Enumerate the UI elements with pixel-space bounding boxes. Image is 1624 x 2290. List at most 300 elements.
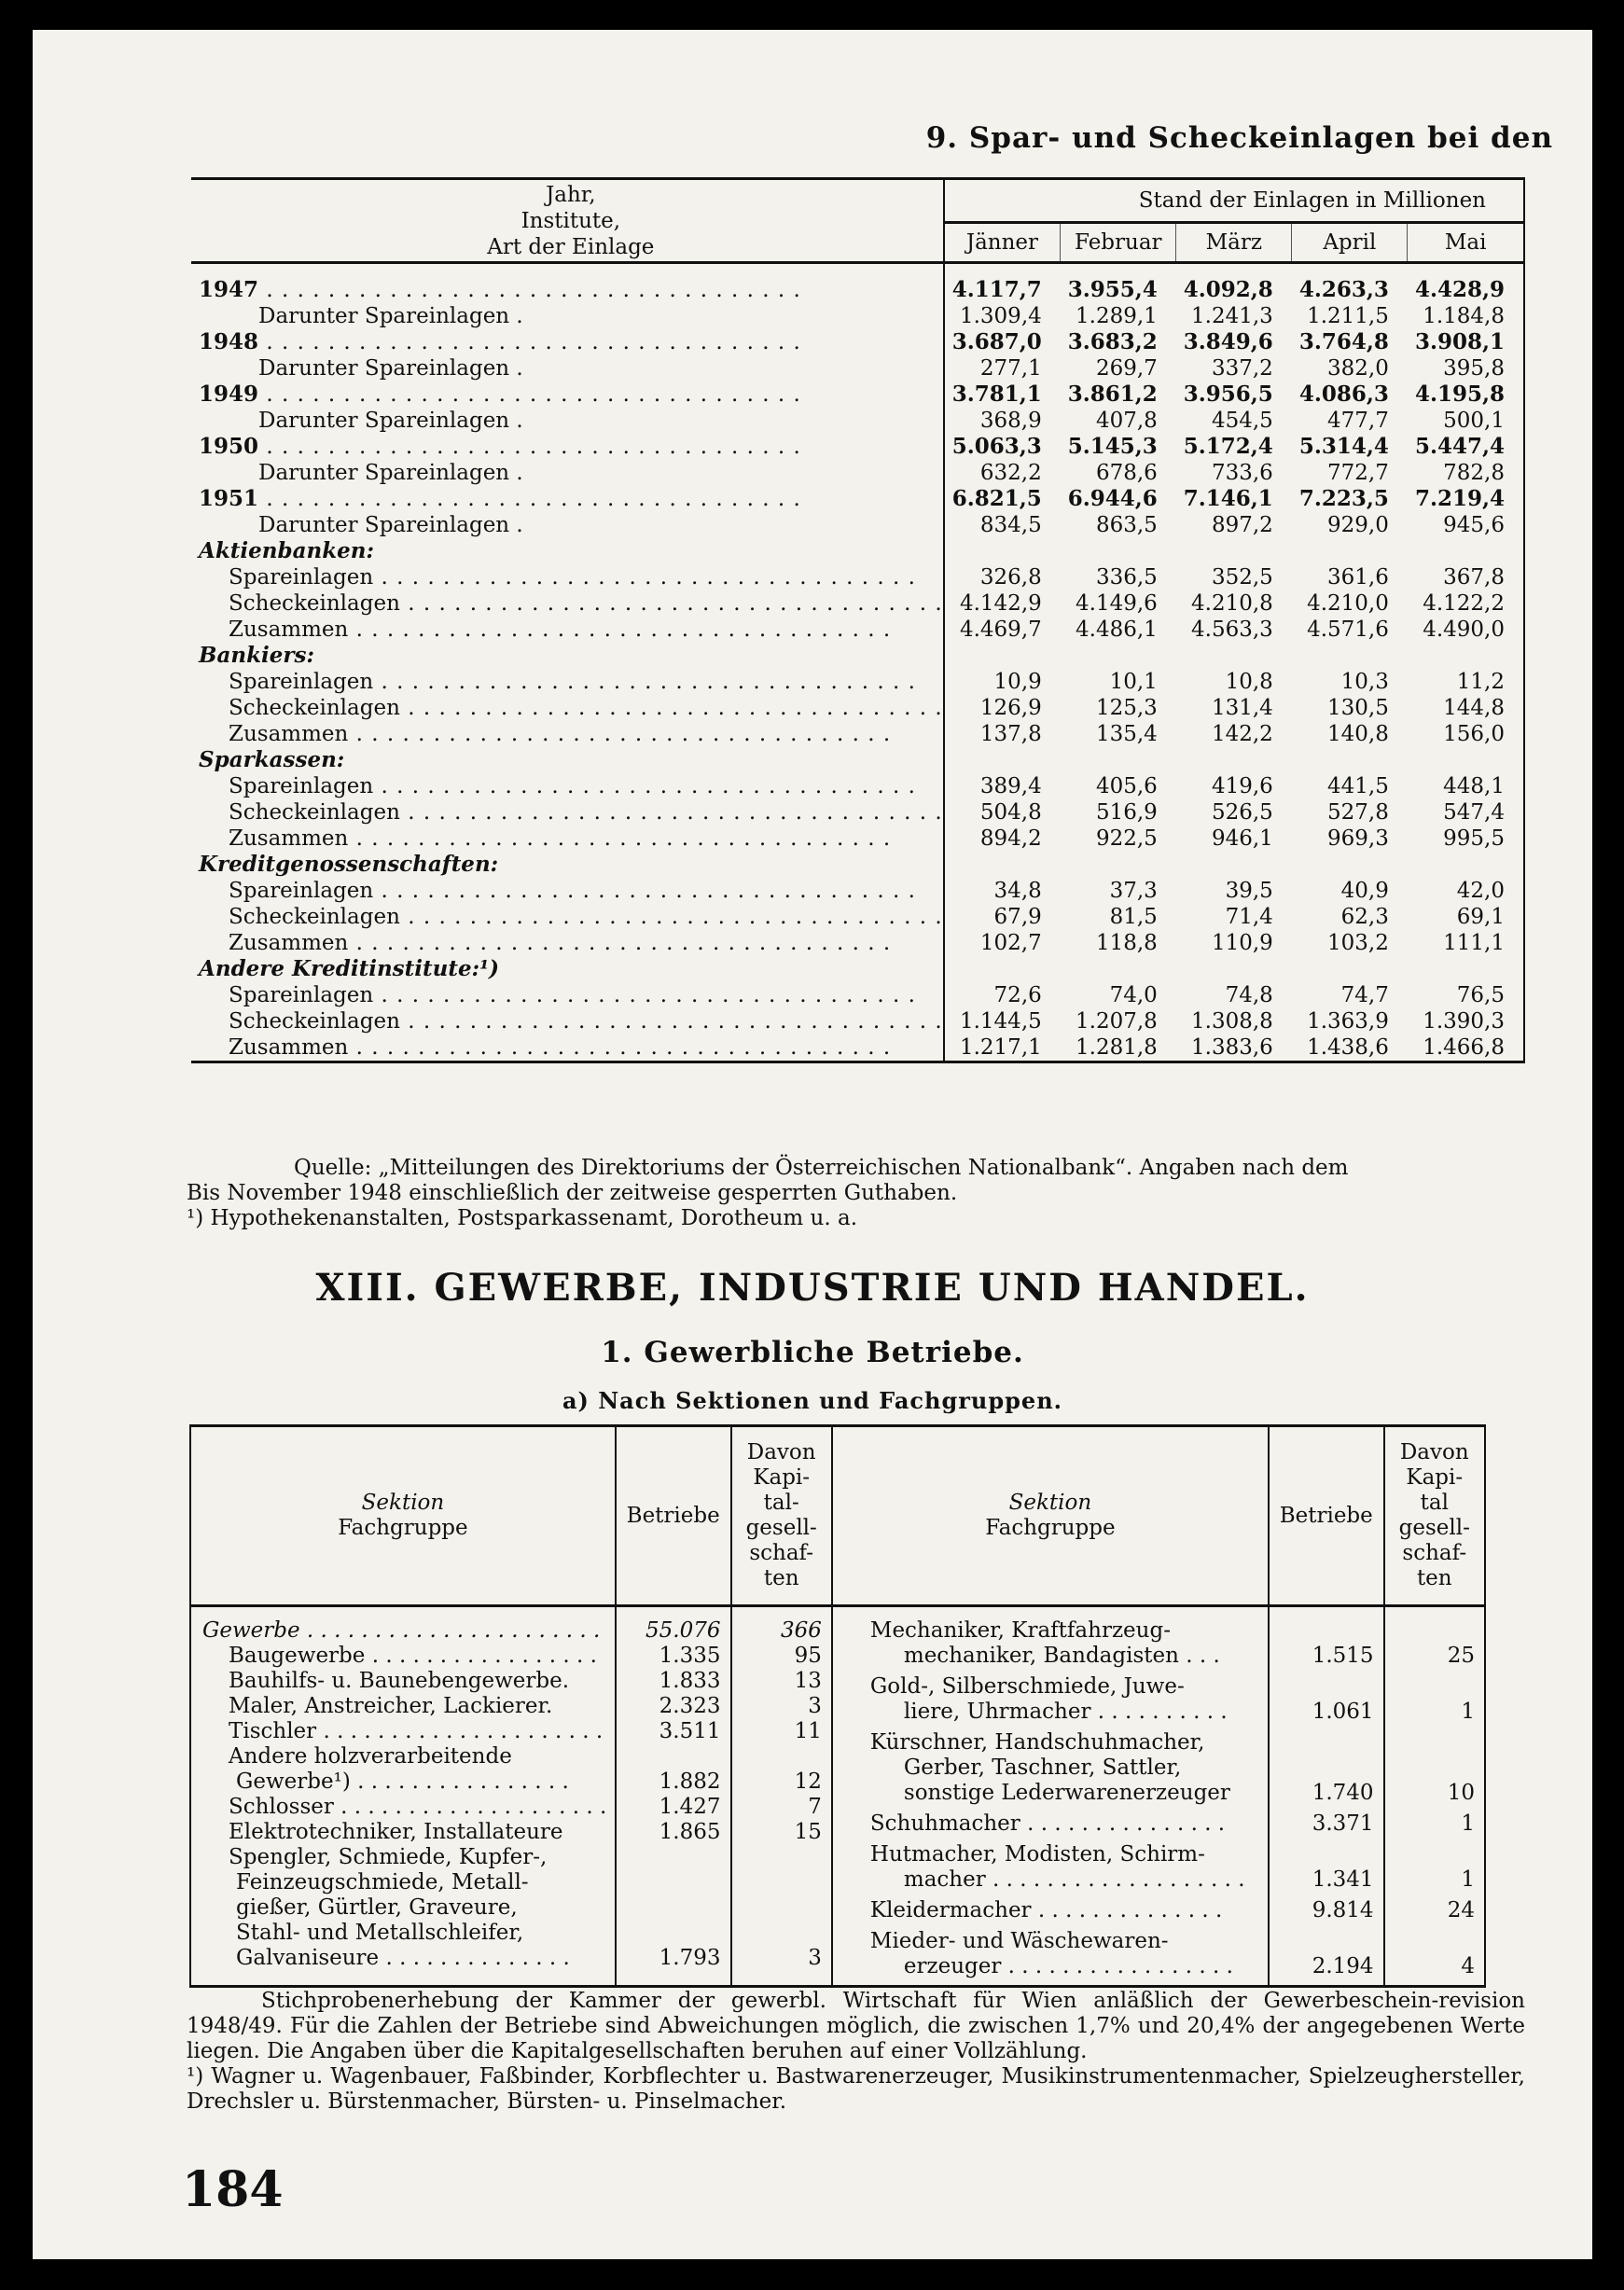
left-betriebe-value: 1.865 — [659, 1820, 721, 1844]
row-value-februar: 336,5 — [1095, 565, 1158, 590]
row-value-april: 4.263,3 — [1298, 277, 1389, 302]
row-value-april: 130,5 — [1327, 696, 1389, 720]
month-header: Februar — [1061, 223, 1176, 263]
row-value-april: 929,0 — [1327, 513, 1389, 537]
row-value-april: 62,3 — [1340, 905, 1389, 929]
row-value-april: 969,3 — [1327, 826, 1389, 851]
row-value-märz: 1.308,8 — [1191, 1009, 1273, 1034]
header-sektion-text: Sektion — [361, 1491, 445, 1515]
row-value-mai: 367,8 — [1408, 564, 1524, 590]
right-betriebe-spacer — [1270, 1674, 1374, 1700]
row-value-april: 441,5 — [1327, 774, 1389, 798]
row-label — [191, 408, 944, 434]
left-betriebe-spacer — [617, 1870, 721, 1895]
left-betriebe-spacer — [617, 1895, 721, 1921]
row-value-april: 382,0 — [1327, 356, 1389, 381]
table1-row — [191, 329, 1524, 355]
row-value-mai — [1408, 956, 1524, 982]
row-gap — [1270, 1979, 1374, 1985]
row-value-jänner: 72,6 — [993, 983, 1042, 1007]
row-value-märz: 1.383,6 — [1176, 1034, 1292, 1062]
row-value-april — [1292, 643, 1408, 669]
row-label — [191, 904, 944, 930]
row-label-text: Zusammen — [229, 931, 349, 955]
row-value-februar: 118,8 — [1095, 931, 1158, 955]
table2-footnotes — [187, 1989, 1525, 2115]
row-value-mai — [1408, 852, 1524, 878]
header-davon-line: Kapi- — [753, 1465, 811, 1490]
table1-row — [191, 564, 1524, 590]
section-title: XIII. GEWERBE, INDUSTRIE UND HANDEL. — [315, 1266, 1310, 1310]
row-label-text: Bankiers: — [199, 643, 314, 668]
row-value-april: 1.363,9 — [1307, 1009, 1389, 1034]
row-label — [191, 878, 944, 904]
header-label-line: Art der Einlage — [487, 234, 655, 259]
row-value-mai: 500,1 — [1408, 408, 1524, 434]
table1-row — [191, 382, 1524, 408]
left-entry-line: Spengler, Schmiede, Kupfer-, — [229, 1845, 548, 1869]
row-label-text: Scheckeinlagen — [229, 1009, 400, 1034]
table1-row — [191, 930, 1524, 956]
row-value-märz: 71,4 — [1225, 905, 1273, 929]
right-betriebe-spacer — [1270, 1842, 1374, 1867]
row-label — [191, 643, 944, 669]
table1-row — [191, 982, 1524, 1008]
left-betriebe-value: 3.511 — [659, 1719, 721, 1743]
header-davon-line: tal- — [763, 1491, 799, 1515]
left-betriebe-value: 1.882 — [659, 1770, 721, 1794]
row-label-text: Spareinlagen — [229, 670, 374, 694]
row-value-märz: 1.241,3 — [1191, 304, 1273, 328]
row-value-jänner: 6.821,5 — [951, 486, 1042, 511]
right-betriebe-spacer — [1270, 1618, 1374, 1644]
left-kapital-value: 11 — [794, 1719, 822, 1743]
row-value-mai — [1408, 747, 1524, 773]
left-betriebe-spacer — [617, 1744, 721, 1770]
row-value-februar — [1061, 643, 1176, 669]
row-value-mai: 995,5 — [1408, 826, 1524, 852]
table1-row — [191, 1034, 1524, 1062]
row-value-april: 103,2 — [1327, 931, 1389, 955]
row-label — [191, 263, 944, 304]
row-value-jänner — [944, 852, 1061, 878]
row-value-mai: 69,1 — [1408, 904, 1524, 930]
row-gap — [1385, 1979, 1475, 1985]
row-value-märz: 142,2 — [1211, 722, 1273, 746]
row-label — [191, 721, 944, 747]
row-value-märz: 897,2 — [1211, 513, 1273, 537]
row-value-februar: 407,8 — [1095, 409, 1158, 433]
row-value-jänner: 3.687,0 — [951, 329, 1042, 354]
table1-row — [191, 460, 1524, 486]
row-value-april: 1.438,6 — [1292, 1034, 1408, 1062]
left-entry-line: Maler, Anstreicher, Lackierer. — [229, 1694, 553, 1718]
right-kapital-value: 4 — [1461, 1954, 1475, 1978]
row-value-märz: 946,1 — [1211, 826, 1273, 851]
table1-row — [191, 799, 1524, 826]
row-label-text: Spareinlagen — [229, 774, 374, 798]
left-kapital — [731, 1606, 832, 1987]
row-value-märz: 5.172,4 — [1183, 434, 1273, 459]
left-kapital-value: 3 — [808, 1694, 822, 1718]
row-value-märz: 4.092,8 — [1183, 277, 1273, 302]
row-value-jänner: 126,9 — [979, 696, 1042, 720]
header-davon-line: Kapi- — [1406, 1465, 1464, 1490]
right-entry-line: sonstige Lederwarenerzeuger — [903, 1781, 1230, 1805]
table1-source: Quelle: „Mitteilungen des Direktoriums der Österreichischen Nationalbank“. Angaben nach dem — [294, 1156, 1349, 1180]
row-value-mai: 4.490,0 — [1408, 617, 1524, 643]
row-value-februar: 3.861,2 — [1067, 382, 1158, 407]
table1-row — [191, 512, 1524, 538]
row-value-april: 7.223,5 — [1298, 486, 1389, 511]
row-value-jänner: 3.781,1 — [951, 382, 1042, 407]
right-entry-line: macher . . . . . . . . . . . . . . . . . . . — [903, 1867, 1245, 1892]
row-value-februar: 81,5 — [1109, 905, 1158, 929]
row-value-april — [1292, 956, 1408, 982]
table2-footnote2: ¹) Wagner u. Wagenbauer, Faßbinder, Korbflechter u. Bastwarenerzeuger, Musikinstrumentenmacher, Spielzeughersteller, Drechsler u. Bürstenmacher, Bürsten- u. Pinselmacher. — [187, 2064, 1525, 2114]
right-entry-line: Kleidermacher . . . . . . . . . . . . . . — [869, 1898, 1223, 1922]
row-label-text: Zusammen — [229, 826, 349, 851]
row-value-mai: 395,8 — [1408, 355, 1524, 382]
table1-row — [191, 590, 1524, 617]
header-davon-line: gesell- — [745, 1516, 817, 1540]
right-entry-line: mechaniker, Bandagisten . . . — [903, 1644, 1220, 1668]
header-fachgruppe-text: Fachgruppe — [338, 1516, 468, 1540]
row-value-märz — [1176, 747, 1292, 773]
left-entry-line: Baugewerbe . . . . . . . . . . . . . . . . . — [229, 1644, 597, 1668]
row-label — [191, 512, 944, 538]
right-labels — [832, 1606, 1269, 1987]
right-betriebe-value: 1.341 — [1312, 1867, 1374, 1892]
table1-row — [191, 747, 1524, 773]
row-value-mai: 156,0 — [1408, 721, 1524, 747]
table2-footnote: Stichprobenerhebung der Kammer der gewerbl. Wirtschaft für Wien anläßlich der Gewerbeschein-revision 1948/49. Für die Zahlen der Betriebe sind Abweichungen möglich, die zwischen 1,7% und 20,4% der angegebenen Werte liegen. Die Angaben über die Kapitalgesellschaften beruhen auf einer Vollzählung. — [187, 1989, 1525, 2063]
row-value-februar: 863,5 — [1095, 513, 1158, 537]
row-label-text: Andere Kreditinstitute:¹) — [199, 956, 500, 981]
page — [33, 30, 1592, 2259]
row-value-februar — [1061, 538, 1176, 564]
month-header: März — [1176, 223, 1292, 263]
row-value-februar: 6.944,6 — [1067, 486, 1158, 511]
row-value-mai: 42,0 — [1408, 878, 1524, 904]
left-betriebe-value: 2.323 — [659, 1694, 721, 1718]
right-betriebe-value: 1.061 — [1312, 1700, 1374, 1724]
row-value-april: 140,8 — [1327, 722, 1389, 746]
right-betriebe-value: 2.194 — [1312, 1954, 1374, 1978]
table1-note1: Bis November 1948 einschließlich der zeitweise gesperrten Guthaben. — [187, 1181, 958, 1205]
table1-row — [191, 355, 1524, 382]
row-value-jänner: 34,8 — [993, 879, 1042, 903]
row-value-jänner: 4.469,7 — [959, 618, 1042, 642]
left-kapital-spacer — [732, 1921, 822, 1946]
row-value-februar — [1061, 747, 1176, 773]
left-kapital-value: 95 — [794, 1644, 822, 1668]
row-label-text: Scheckeinlagen — [229, 800, 400, 825]
row-value-februar: 269,7 — [1095, 356, 1158, 381]
left-betriebe-value: 55.076 — [645, 1618, 721, 1643]
row-value-februar: 37,3 — [1109, 879, 1158, 903]
row-value-mai: 76,5 — [1408, 982, 1524, 1008]
table1-row — [191, 695, 1524, 721]
row-value-jänner: 1.309,4 — [959, 304, 1042, 328]
row-value-mai: 111,1 — [1408, 930, 1524, 956]
row-label — [191, 564, 944, 590]
row-value-april: 4.086,3 — [1298, 382, 1389, 407]
row-value-februar: 10,1 — [1109, 670, 1158, 694]
row-value-februar: 74,0 — [1109, 983, 1158, 1007]
row-value-mai: 448,1 — [1408, 773, 1524, 799]
left-betriebe-value: 1.335 — [659, 1644, 721, 1668]
row-value-februar: 4.486,1 — [1076, 618, 1158, 642]
header-davon-left — [731, 1426, 832, 1606]
row-value-märz: 4.210,8 — [1191, 591, 1273, 616]
row-label — [191, 382, 944, 408]
row-value-februar: 5.145,3 — [1067, 434, 1158, 459]
row-value-jänner: 1.217,1 — [944, 1034, 1061, 1062]
header-betriebe-right: Betriebe — [1269, 1426, 1384, 1606]
row-value-mai: 4.428,9 — [1408, 263, 1524, 304]
header-davon-line: gesell- — [1398, 1516, 1470, 1540]
row-value-jänner — [944, 643, 1061, 669]
section-subtitle: 1. Gewerbliche Betriebe. — [601, 1336, 1024, 1369]
row-label-text: Sparkassen: — [199, 747, 345, 772]
row-value-februar: 4.149,6 — [1076, 591, 1158, 616]
row-label-text: Aktienbanken: — [199, 538, 374, 563]
row-value-april: 527,8 — [1327, 800, 1389, 825]
right-betriebe-spacer — [1270, 1756, 1374, 1781]
row-value-februar: 1.207,8 — [1076, 1009, 1158, 1034]
table2-header-row — [190, 1426, 1485, 1606]
row-label — [191, 852, 944, 878]
row-value-märz — [1176, 852, 1292, 878]
table1-title: 9. Spar- und Scheckeinlagen bei den — [925, 121, 1553, 155]
left-betriebe-spacer — [617, 1921, 721, 1946]
right-entry-line: Gerber, Taschner, Sattler, — [903, 1756, 1182, 1780]
left-entry-line: Gewerbe¹) . . . . . . . . . . . . . . . . — [236, 1770, 569, 1794]
table1-row — [191, 878, 1524, 904]
header-sektion-left — [190, 1426, 616, 1606]
table1-row — [191, 773, 1524, 799]
row-value-jänner — [944, 538, 1061, 564]
row-label — [191, 982, 944, 1008]
right-betriebe-value: 1.740 — [1312, 1781, 1374, 1805]
left-entry-line: Galvaniseure . . . . . . . . . . . . . . — [236, 1946, 570, 1970]
table1-row — [191, 956, 1524, 982]
left-betriebe-value: 1.427 — [659, 1795, 721, 1819]
row-label-text: Spareinlagen — [229, 879, 374, 903]
right-kapital-value: 24 — [1447, 1898, 1475, 1922]
left-betriebe-value: 1.833 — [659, 1669, 721, 1693]
table1-row — [191, 1008, 1524, 1034]
row-value-februar: 516,9 — [1095, 800, 1158, 825]
left-kapital-value: 12 — [794, 1770, 822, 1794]
header-davon-line: schaf- — [749, 1541, 814, 1565]
row-value-märz: 454,5 — [1211, 409, 1273, 433]
left-kapital-spacer — [732, 1870, 822, 1895]
row-value-mai — [1408, 643, 1524, 669]
header-group: Stand der Einlagen in Millionen — [944, 179, 1524, 223]
row-value-februar: 135,4 — [1095, 722, 1158, 746]
row-value-april — [1292, 852, 1408, 878]
row-label — [191, 460, 944, 486]
row-value-jänner: 10,9 — [993, 670, 1042, 694]
savings-deposits-table — [191, 177, 1525, 1063]
right-kapital-value: 1 — [1461, 1700, 1475, 1724]
row-value-februar: 678,6 — [1095, 461, 1158, 485]
right-entry-line: Gold-, Silberschmiede, Juwe- — [869, 1674, 1185, 1699]
right-kapital — [1384, 1606, 1485, 1987]
row-value-mai: 5.447,4 — [1408, 434, 1524, 460]
row-label-text: Darunter Spareinlagen . — [258, 304, 523, 328]
row-value-mai: 1.184,8 — [1408, 303, 1524, 329]
row-label-text: Darunter Spareinlagen . — [258, 513, 523, 537]
left-betriebe — [616, 1606, 731, 1987]
row-value-april: 3.764,8 — [1298, 329, 1389, 354]
row-value-märz — [1176, 956, 1292, 982]
left-kapital-value: 7 — [808, 1795, 822, 1819]
row-value-april: 4.210,0 — [1307, 591, 1389, 616]
row-value-jänner: 5.063,3 — [951, 434, 1042, 459]
row-label-text: Zusammen — [229, 1035, 349, 1060]
row-value-mai: 7.219,4 — [1408, 486, 1524, 512]
header-label-line: Institute, — [521, 208, 621, 233]
right-betriebe-value: 9.814 — [1312, 1898, 1374, 1922]
row-value-februar: 3.955,4 — [1067, 277, 1158, 302]
row-label-text: Darunter Spareinlagen . — [258, 461, 523, 485]
row-value-mai — [1408, 538, 1524, 564]
left-entry-line: Elektrotechniker, Installateure — [229, 1820, 563, 1844]
row-value-jänner: 504,8 — [979, 800, 1042, 825]
row-value-april: 40,9 — [1340, 879, 1389, 903]
row-value-mai: 547,4 — [1408, 799, 1524, 826]
table1-note2: ¹) Hypothekenanstalten, Postsparkassenamt, Dorotheum u. a. — [187, 1206, 858, 1230]
row-value-april: 10,3 — [1340, 670, 1389, 694]
table1-row — [191, 904, 1524, 930]
row-value-jänner: 137,8 — [979, 722, 1042, 746]
right-entry-line: erzeuger . . . . . . . . . . . . . . . . . — [903, 1954, 1233, 1978]
row-value-mai: 945,6 — [1408, 512, 1524, 538]
right-entry-line: Schuhmacher . . . . . . . . . . . . . . . — [869, 1811, 1226, 1836]
header-davon-line: ten — [1416, 1566, 1452, 1590]
row-value-märz: 7.146,1 — [1183, 486, 1273, 511]
right-betriebe-value: 1.515 — [1312, 1644, 1374, 1668]
row-value-april: 4.571,6 — [1307, 618, 1389, 642]
row-value-märz — [1176, 643, 1292, 669]
row-value-februar: 1.289,1 — [1076, 304, 1158, 328]
right-kapital-value: 25 — [1447, 1644, 1475, 1668]
row-value-april: 772,7 — [1327, 461, 1389, 485]
row-value-jänner: 4.142,9 — [959, 591, 1042, 616]
row-value-jänner — [944, 956, 1061, 982]
row-value-mai: 782,8 — [1408, 460, 1524, 486]
row-value-februar: 3.683,2 — [1067, 329, 1158, 354]
row-label — [191, 1034, 944, 1062]
row-label — [191, 669, 944, 695]
row-value-april: 5.314,4 — [1298, 434, 1389, 459]
row-value-märz: 131,4 — [1211, 696, 1273, 720]
row-label — [191, 826, 944, 852]
row-value-april: 1.211,5 — [1307, 304, 1389, 328]
left-betriebe-value: 1.793 — [659, 1946, 721, 1970]
row-value-märz: 419,6 — [1211, 774, 1273, 798]
row-value-april — [1292, 747, 1408, 773]
table1-row — [191, 643, 1524, 669]
row-value-jänner: 834,5 — [979, 513, 1042, 537]
header-fachgruppe-text: Fachgruppe — [985, 1516, 1116, 1540]
row-label — [191, 434, 944, 460]
row-value-märz: 733,6 — [1211, 461, 1273, 485]
row-value-jänner — [944, 747, 1061, 773]
row-label-text: Kreditgenossenschaften: — [199, 852, 499, 877]
row-value-jänner: 632,2 — [979, 461, 1042, 485]
left-labels — [190, 1606, 616, 1987]
table1-row — [191, 852, 1524, 878]
table2-content-row — [190, 1606, 1485, 1987]
row-value-märz: 3.956,5 — [1183, 382, 1273, 407]
left-entry-line: Tischler . . . . . . . . . . . . . . . . . . . . . — [229, 1719, 604, 1743]
row-label — [191, 747, 944, 773]
left-kapital-spacer — [732, 1744, 822, 1770]
table1-row — [191, 826, 1524, 852]
right-betriebe-spacer — [1270, 1730, 1374, 1756]
row-label-text: Darunter Spareinlagen . — [258, 356, 523, 381]
row-label-text: Scheckeinlagen — [229, 591, 400, 616]
table1-row — [191, 486, 1524, 512]
row-value-februar — [1061, 956, 1176, 982]
row-value-märz: 74,8 — [1225, 983, 1273, 1007]
row-value-jänner: 389,4 — [979, 774, 1042, 798]
table1-body — [191, 263, 1524, 1062]
table1-row — [191, 669, 1524, 695]
row-label-text: Spareinlagen — [229, 983, 374, 1007]
row-value-märz: 4.563,3 — [1191, 618, 1273, 642]
table1-row — [191, 538, 1524, 564]
row-value-april: 361,6 — [1327, 565, 1389, 590]
table1-header-row — [191, 179, 1524, 223]
right-entry-line: liere, Uhrmacher . . . . . . . . . . — [903, 1700, 1228, 1724]
month-header: Jänner — [965, 230, 1039, 255]
left-entry-line: Feinzeugschmiede, Metall- — [236, 1870, 529, 1894]
row-value-märz: 3.849,6 — [1183, 329, 1273, 354]
row-label-text: 1947 — [199, 277, 259, 302]
row-value-märz — [1176, 538, 1292, 564]
row-value-mai: 4.195,8 — [1408, 382, 1524, 408]
table1-row — [191, 408, 1524, 434]
header-davon-line: Davon — [746, 1440, 816, 1464]
table1-row — [191, 303, 1524, 329]
left-kapital-spacer — [732, 1895, 822, 1921]
table1-row — [191, 263, 1524, 304]
left-kapital-value: 366 — [780, 1618, 822, 1643]
row-value-jänner: 1.144,5 — [959, 1009, 1042, 1034]
row-label — [191, 355, 944, 382]
trade-businesses-table — [189, 1424, 1486, 1988]
row-label-text: Scheckeinlagen — [229, 905, 400, 929]
row-label — [191, 773, 944, 799]
row-label — [191, 303, 944, 329]
row-gap — [870, 1979, 1268, 1985]
left-kapital-value: 15 — [794, 1820, 822, 1844]
left-kapital-value: 3 — [808, 1946, 822, 1970]
left-kapital-spacer — [732, 1845, 822, 1870]
row-value-märz: 10,8 — [1225, 670, 1273, 694]
row-label-text: 1951 — [199, 486, 259, 511]
row-value-jänner: 102,7 — [979, 931, 1042, 955]
right-kapital-spacer — [1385, 1929, 1475, 1954]
right-kapital-spacer — [1385, 1674, 1475, 1700]
row-label — [191, 329, 944, 355]
row-value-februar — [1061, 852, 1176, 878]
